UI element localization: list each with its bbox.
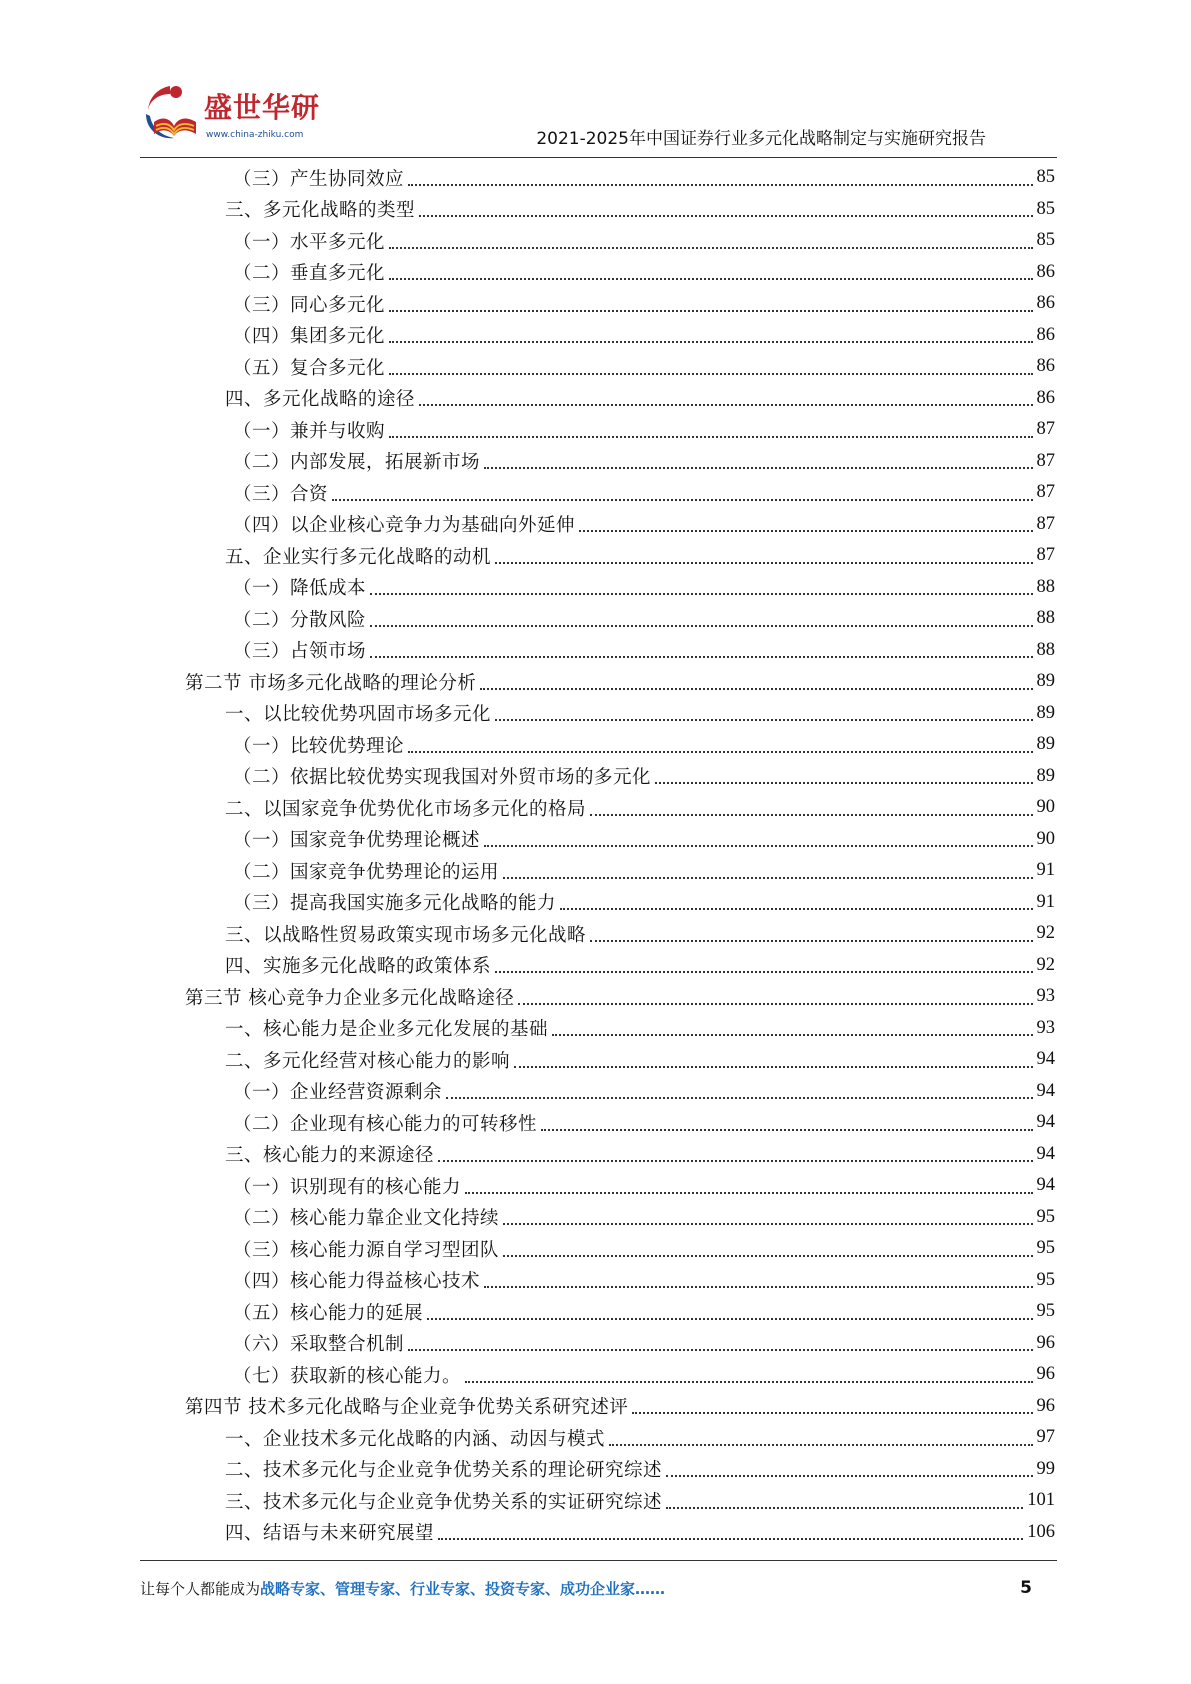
toc-dot-leader	[518, 1003, 1032, 1005]
toc-entry-title: 二、多元化经营对核心能力的影响	[225, 1050, 511, 1072]
toc-entry-title: （三）核心能力源自学习型团队	[233, 1239, 500, 1261]
toc-entry[interactable]	[185, 477, 1055, 509]
toc-entry-title: （二）核心能力靠企业文化持续	[233, 1208, 500, 1230]
toc-dot-leader	[579, 530, 1032, 532]
toc-entry-page: 92	[1036, 923, 1055, 944]
toc-entry[interactable]	[185, 162, 1055, 194]
toc-dot-leader	[666, 1475, 1032, 1477]
toc-dot-leader	[389, 436, 1032, 438]
toc-dot-leader	[503, 877, 1032, 879]
toc-entry-title: 一、企业技术多元化战略的内涵、动因与模式	[225, 1428, 606, 1450]
toc-dot-leader	[389, 373, 1032, 375]
toc-entry-title: （二）企业现有核心能力的可转移性	[233, 1113, 538, 1135]
toc-entry[interactable]	[185, 1013, 1055, 1045]
toc-dot-leader	[484, 1286, 1032, 1288]
toc-entry-title: 三、核心能力的来源途径	[225, 1145, 435, 1167]
toc-dot-leader	[495, 719, 1032, 721]
toc-entry[interactable]	[185, 635, 1055, 667]
toc-dot-leader	[438, 1538, 1023, 1540]
toc-dot-leader	[427, 1318, 1032, 1320]
toc-entry-page: 85	[1036, 167, 1055, 188]
toc-entry-title: （三）合资	[233, 483, 329, 505]
toc-entry[interactable]	[185, 824, 1055, 856]
toc-entry-title: （一）国家竞争优势理论概述	[233, 830, 481, 852]
toc-entry-page: 86	[1036, 324, 1055, 345]
toc-entry[interactable]	[185, 1517, 1055, 1549]
toc-entry-page: 88	[1036, 608, 1055, 629]
footer-slogan-lead: 让每个人都能成为	[140, 1580, 261, 1598]
toc-entry[interactable]	[185, 572, 1055, 604]
toc-dot-leader	[465, 1192, 1032, 1194]
toc-dot-leader	[484, 845, 1032, 847]
toc-entry-page: 95	[1036, 1206, 1055, 1227]
toc-entry-page: 86	[1036, 387, 1055, 408]
toc-entry[interactable]	[185, 887, 1055, 919]
toc-entry-page: 88	[1036, 639, 1055, 660]
toc-dot-leader	[590, 940, 1032, 942]
footer-divider	[140, 1560, 1057, 1561]
toc-entry-page: 101	[1027, 1490, 1055, 1511]
toc-entry-page: 87	[1036, 545, 1055, 566]
toc-entry-title: （三）同心多元化	[233, 294, 386, 316]
toc-dot-leader	[389, 247, 1032, 249]
toc-entry[interactable]	[185, 950, 1055, 982]
toc-entry[interactable]	[185, 1044, 1055, 1076]
toc-dot-leader	[419, 404, 1032, 406]
toc-dot-leader	[370, 656, 1032, 658]
page-footer	[140, 1578, 1052, 1608]
toc-entry[interactable]	[185, 288, 1055, 320]
toc-entry-page: 94	[1036, 1080, 1055, 1101]
toc-entry-page: 86	[1036, 261, 1055, 282]
toc-entry[interactable]	[185, 855, 1055, 887]
toc-entry[interactable]	[185, 792, 1055, 824]
toc-entry-title: （四）集团多元化	[233, 326, 386, 348]
toc-entry[interactable]	[185, 1076, 1055, 1108]
page-number: 5	[1020, 1578, 1032, 1598]
toc-entry-title: （三）产生协同效应	[233, 168, 405, 190]
toc-entry-page: 96	[1036, 1332, 1055, 1353]
toc-entry-title: （三）占领市场	[233, 641, 367, 663]
toc-entry-page: 94	[1036, 1143, 1055, 1164]
toc-entry-title: （二）国家竞争优势理论的运用	[233, 861, 500, 883]
toc-entry-title: 四、多元化战略的途径	[225, 389, 416, 411]
toc-entry-page: 94	[1036, 1049, 1055, 1070]
toc-entry-page: 91	[1036, 891, 1055, 912]
toc-entry[interactable]	[185, 446, 1055, 478]
toc-entry-title: 第四节 技术多元化战略与企业竞争优势关系研究述评	[185, 1397, 629, 1419]
toc-dot-leader	[438, 1160, 1032, 1162]
toc-entry-title: 三、多元化战略的类型	[225, 200, 416, 222]
toc-dot-leader	[503, 1255, 1032, 1257]
toc-entry-page: 97	[1036, 1427, 1055, 1448]
toc-dot-leader	[632, 1412, 1032, 1414]
toc-entry[interactable]	[185, 194, 1055, 226]
toc-entry[interactable]	[185, 1139, 1055, 1171]
toc-entry-title: 第三节 核心竞争力企业多元化战略途径	[185, 987, 515, 1009]
header-divider	[140, 157, 1057, 158]
toc-dot-leader	[389, 341, 1032, 343]
toc-entry[interactable]	[185, 761, 1055, 793]
page-header	[140, 80, 1052, 162]
toc-entry-title: （五）复合多元化	[233, 357, 386, 379]
toc-entry-page: 96	[1036, 1364, 1055, 1385]
toc-entry[interactable]	[185, 1202, 1055, 1234]
toc-entry-title: （二）依据比较优势实现我国对外贸市场的多元化	[233, 767, 652, 789]
toc-dot-leader	[495, 971, 1032, 973]
toc-entry-page: 95	[1036, 1269, 1055, 1290]
book-swoosh-logo-icon	[140, 82, 204, 146]
toc-dot-leader	[514, 1066, 1032, 1068]
toc-dot-leader	[495, 562, 1032, 564]
toc-entry-title: 四、结语与未来研究展望	[225, 1523, 435, 1545]
toc-dot-leader	[609, 1444, 1032, 1446]
toc-entry-title: （七）获取新的核心能力。	[233, 1365, 462, 1387]
toc-entry-title: （二）垂直多元化	[233, 263, 386, 285]
toc-dot-leader	[370, 625, 1032, 627]
toc-dot-leader	[655, 782, 1032, 784]
toc-dot-leader	[419, 215, 1032, 217]
toc-entry[interactable]	[185, 351, 1055, 383]
toc-entry-page: 96	[1036, 1395, 1055, 1416]
toc-dot-leader	[552, 1034, 1032, 1036]
toc-entry-title: （二）分散风险	[233, 609, 367, 631]
table-of-contents	[185, 162, 1055, 1548]
toc-dot-leader	[503, 1223, 1032, 1225]
toc-entry-title: 三、以战略性贸易政策实现市场多元化战略	[225, 924, 587, 946]
toc-entry[interactable]	[185, 1485, 1055, 1517]
toc-entry[interactable]	[185, 698, 1055, 730]
toc-entry[interactable]	[185, 509, 1055, 541]
toc-entry-page: 90	[1036, 828, 1055, 849]
toc-entry-page: 87	[1036, 482, 1055, 503]
toc-entry-title: 二、以国家竞争优势优化市场多元化的格局	[225, 798, 587, 820]
toc-entry-title: （四）核心能力得益核心技术	[233, 1271, 481, 1293]
toc-entry-title: （一）识别现有的核心能力	[233, 1176, 462, 1198]
toc-dot-leader	[370, 593, 1032, 595]
toc-entry-title: （一）企业经营资源剩余	[233, 1082, 443, 1104]
toc-entry-page: 88	[1036, 576, 1055, 597]
toc-entry-page: 85	[1036, 230, 1055, 251]
toc-entry-title: （四）以企业核心竞争力为基础向外延伸	[233, 515, 576, 537]
toc-dot-leader	[408, 184, 1032, 186]
toc-entry[interactable]	[185, 729, 1055, 761]
toc-entry-title: 一、核心能力是企业多元化发展的基础	[225, 1019, 549, 1041]
footer-slogan-roles: 战略专家、管理专家、行业专家、投资专家、成功企业家……	[260, 1580, 666, 1598]
toc-dot-leader	[541, 1129, 1032, 1131]
toc-entry[interactable]	[185, 1359, 1055, 1391]
toc-entry-page: 89	[1036, 702, 1055, 723]
toc-entry[interactable]	[185, 540, 1055, 572]
toc-dot-leader	[389, 278, 1032, 280]
toc-dot-leader	[408, 1349, 1032, 1351]
toc-entry[interactable]	[185, 603, 1055, 635]
toc-entry[interactable]	[185, 1328, 1055, 1360]
toc-entry-page: 87	[1036, 513, 1055, 534]
toc-entry-page: 87	[1036, 419, 1055, 440]
toc-entry-title: （三）提高我国实施多元化战略的能力	[233, 893, 557, 915]
toc-entry-page: 93	[1036, 1017, 1055, 1038]
brand-name: 盛世华研	[204, 91, 321, 124]
toc-entry-page: 95	[1036, 1301, 1055, 1322]
toc-entry-title: 一、以比较优势巩固市场多元化	[225, 704, 492, 726]
toc-entry-title: 五、企业实行多元化战略的动机	[225, 546, 492, 568]
toc-entry[interactable]	[185, 981, 1055, 1013]
toc-dot-leader	[389, 310, 1032, 312]
toc-entry-title: （一）兼并与收购	[233, 420, 386, 442]
toc-entry[interactable]	[185, 1265, 1055, 1297]
brand-url: www.china-zhiku.com	[206, 130, 304, 140]
toc-entry-title: 二、技术多元化与企业竞争优势关系的理论研究综述	[225, 1460, 663, 1482]
toc-dot-leader	[408, 751, 1032, 753]
toc-entry-title: （五）核心能力的延展	[233, 1302, 424, 1324]
toc-entry[interactable]	[185, 1233, 1055, 1265]
toc-entry-page: 90	[1036, 797, 1055, 818]
toc-entry-page: 93	[1036, 986, 1055, 1007]
toc-entry[interactable]	[185, 1391, 1055, 1423]
toc-entry-page: 94	[1036, 1112, 1055, 1133]
brand-logo	[140, 82, 320, 152]
toc-entry-page: 92	[1036, 954, 1055, 975]
toc-entry[interactable]	[185, 257, 1055, 289]
toc-dot-leader	[590, 814, 1032, 816]
toc-entry-title: （六）采取整合机制	[233, 1334, 405, 1356]
toc-dot-leader	[666, 1507, 1023, 1509]
toc-entry[interactable]	[185, 320, 1055, 352]
toc-entry-page: 86	[1036, 293, 1055, 314]
toc-entry[interactable]	[185, 225, 1055, 257]
toc-entry-page: 94	[1036, 1175, 1055, 1196]
toc-dot-leader	[484, 467, 1032, 469]
toc-entry-page: 91	[1036, 860, 1055, 881]
toc-entry[interactable]	[185, 1170, 1055, 1202]
document-title: 2021-2025年中国证券行业多元化战略制定与实施研究报告	[536, 129, 986, 149]
toc-entry-title: 三、技术多元化与企业竞争优势关系的实证研究综述	[225, 1491, 663, 1513]
toc-entry[interactable]	[185, 666, 1055, 698]
toc-dot-leader	[480, 688, 1032, 690]
toc-entry-page: 95	[1036, 1238, 1055, 1259]
toc-entry-page: 106	[1027, 1521, 1055, 1542]
toc-dot-leader	[446, 1097, 1032, 1099]
toc-entry[interactable]	[185, 1422, 1055, 1454]
toc-entry[interactable]	[185, 1454, 1055, 1486]
toc-entry-page: 89	[1036, 765, 1055, 786]
toc-entry-page: 86	[1036, 356, 1055, 377]
toc-entry[interactable]	[185, 383, 1055, 415]
toc-dot-leader	[560, 908, 1032, 910]
toc-entry-title: 四、实施多元化战略的政策体系	[225, 956, 492, 978]
toc-entry-page: 85	[1036, 198, 1055, 219]
toc-entry-page: 99	[1036, 1458, 1055, 1479]
toc-dot-leader	[465, 1381, 1032, 1383]
toc-entry-title: （二）内部发展，拓展新市场	[233, 452, 481, 474]
toc-entry[interactable]	[185, 918, 1055, 950]
toc-entry[interactable]	[185, 414, 1055, 446]
toc-entry-title: （一）比较优势理论	[233, 735, 405, 757]
toc-entry-title: （一）降低成本	[233, 578, 367, 600]
toc-entry-page: 87	[1036, 450, 1055, 471]
toc-entry-title: 第二节 市场多元化战略的理论分析	[185, 672, 477, 694]
toc-entry-page: 89	[1036, 734, 1055, 755]
toc-entry[interactable]	[185, 1107, 1055, 1139]
toc-entry-page: 89	[1036, 671, 1055, 692]
toc-entry-title: （一）水平多元化	[233, 231, 386, 253]
toc-dot-leader	[332, 499, 1032, 501]
toc-entry[interactable]	[185, 1296, 1055, 1328]
